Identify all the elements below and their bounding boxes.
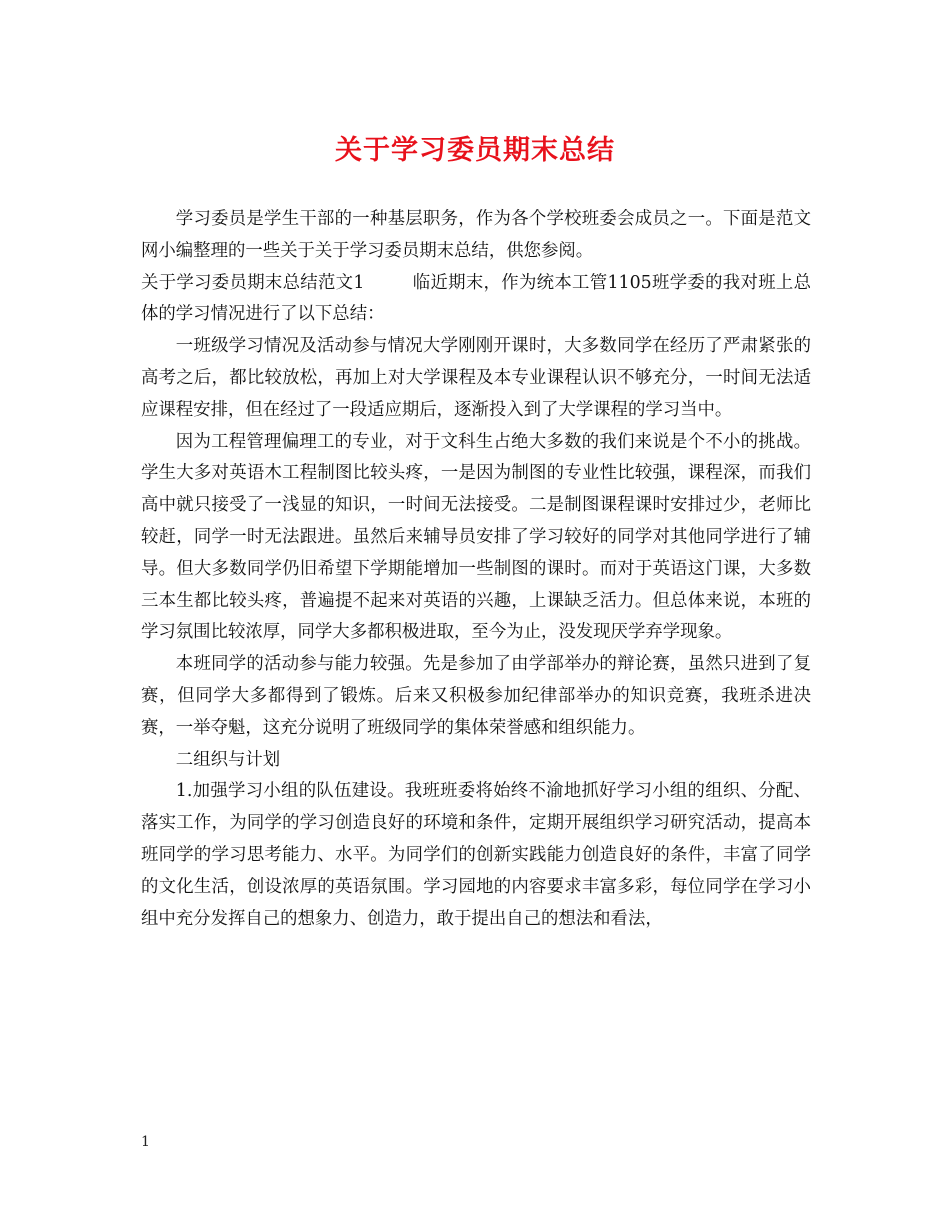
opening-sentence: 临近期末，作为统本工管1105班学委的我对班上总体的学习情况进行了以下总结： bbox=[141, 272, 811, 325]
paragraph-activities: 本班同学的活动参与能力较强。先是参加了由学部举办的辩论赛，虽然只进到了复赛，但同学大多都得到了锻炼。后来又积极参加纪律部举办的知识竞赛，我班杀进决赛，一举夺魁，这充分说明了班级同学的集体荣誉感和组织能力。 bbox=[141, 654, 811, 738]
paragraph-major-challenge: 因为工程管理偏理工的专业，对于文科生占绝大多数的我们来说是个不小的挑战。学生大多对英语木工程制图比较头疼，一是因为制图的专业性比较强，课程深，而我们高中就只接受了一浅显的知识，一时间无法接受。二是制图课程课时安排过少，老师比较赶，同学一时无法跟进。虽然后来辅导员安排了学习较好的同学对其他同学进行了辅导。但大多数同学仍旧希望下学期能增加一些制图的课时。而对于英语这门课，大多数三本生都比较头疼，普遍提不起来对英语的兴趣，上课缺乏活力。但总体来说，本班的学习氛围比较浓厚，同学大多都积极进取，至今为止，没发现厌学弃学现象。 bbox=[141, 431, 811, 643]
paragraph-study-groups: 1.加强学习小组的队伍建设。我班班委将始终不渝地抓好学习小组的组织、分配、落实工作，为同学的学习创造良好的环境和条件，定期开展组织学习研究活动，提高本班同学的学习思考能力、水平。为同学们的创新实践能力创造良好的条件，丰富了同学的文化生活，创设浓厚的英语氛围。学习园地的内容要求丰富多彩，每位同学在学习小组中充分发挥自己的想象力、创造力，敢于提出自己的想法和看法， bbox=[141, 781, 811, 929]
sample-heading: 关于学习委员期末总结范文1 bbox=[141, 272, 365, 293]
subheading-organization: 二组织与计划 bbox=[175, 749, 281, 770]
intro-paragraph: 学习委员是学生干部的一种基层职务，作为各个学校班委会成员之一。下面是范文网小编整理的一些关于关于学习委员期末总结，供您参阅。 bbox=[141, 209, 811, 261]
paragraph-class-status: 一班级学习情况及活动参与情况大学刚刚开课时，大多数同学在经历了严肃紧张的高考之后，都比较放松，再加上对大学课程及本专业课程认识不够充分，一时间无法适应课程安排，但在经过了一段适应期后，逐渐投入到了大学课程的学习当中。 bbox=[141, 336, 811, 420]
document-body bbox=[141, 204, 811, 935]
document-title: 关于学习委员期末总结 bbox=[335, 135, 615, 166]
section-heading-paragraph bbox=[141, 268, 811, 332]
page-number: 1 bbox=[141, 1134, 150, 1150]
